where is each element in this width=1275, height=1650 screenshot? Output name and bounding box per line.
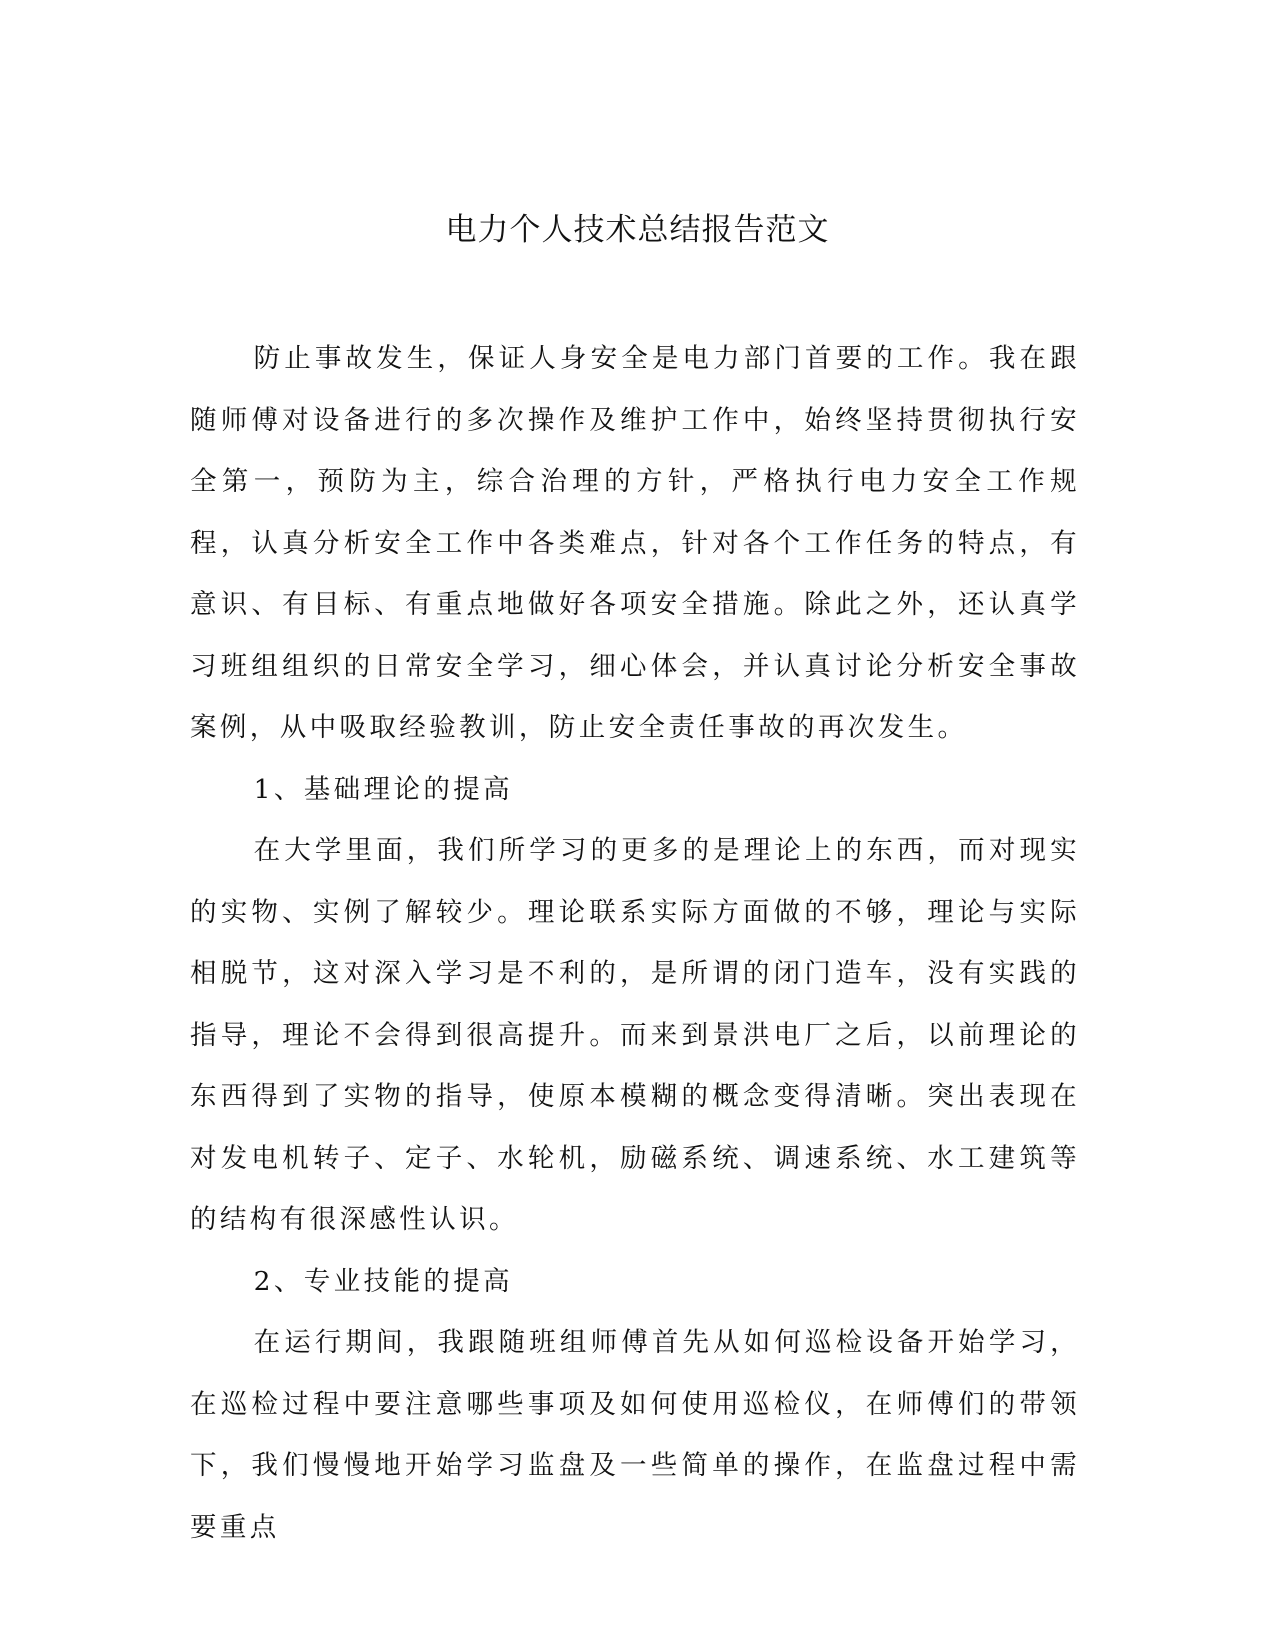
document-body — [190, 328, 1080, 1558]
heading-professional-skills: 2、专业技能的提高 — [253, 1265, 514, 1297]
paragraph-basic-theory: 在大学里面，我们所学习的更多的是理论上的东西，而对现实的实物、实例了解较少。理论联系实际方面做的不够，理论与实际相脱节，这对深入学习是不利的，是所谓的闭门造车，没有实践的指导，理论不会得到很高提升。而来到景洪电厂之后，以前理论的东西得到了实物的指导，使原本模糊的概念变得清晰。突出表现在对发电机转子、定子、水轮机，励磁系统、调速系统、水工建筑等的结构有很深感性认识。 — [190, 835, 1080, 1235]
paragraph-safety: 防止事故发生，保证人身安全是电力部门首要的工作。我在跟随师傅对设备进行的多次操作及维护工作中，始终坚持贯彻执行安全第一，预防为主，综合治理的方针，严格执行电力安全工作规程，认真分析安全工作中各类难点，针对各个工作任务的特点，有意识、有目标、有重点地做好各项安全措施。除此之外，还认真学习班组组织的日常安全学习，细心体会，并认真讨论分析安全事故案例，从中吸取经验教训，防止安全责任事故的再次发生。 — [190, 343, 1080, 743]
document-title: 电力个人技术总结报告范文 — [445, 212, 830, 248]
paragraph-professional-skills: 在运行期间，我跟随班组师傅首先从如何巡检设备开始学习，在巡检过程中要注意哪些事项及如何使用巡检仪，在师傅们的带领下，我们慢慢地开始学习监盘及一些简单的操作，在监盘过程中需要重点 — [190, 1327, 1080, 1543]
heading-basic-theory: 1、基础理论的提高 — [253, 773, 514, 805]
